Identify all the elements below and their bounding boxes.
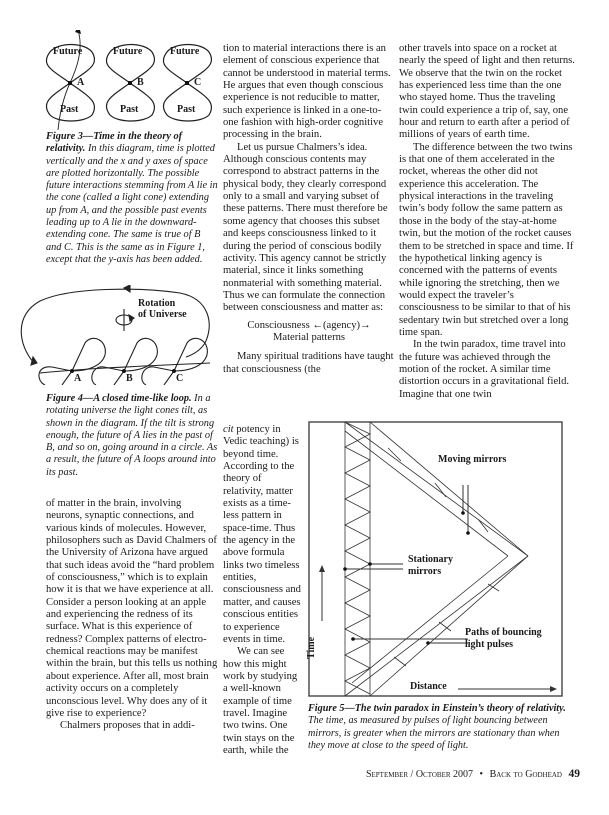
light-pulses-label-2: light pulses: [465, 639, 514, 650]
point-b-label: B: [137, 77, 144, 88]
figure-4-caption: [46, 393, 220, 479]
future-label-b: Future: [113, 46, 143, 57]
column-3-text: [399, 43, 575, 401]
stationary-mirrors-label-1: Stationary: [408, 554, 453, 565]
point-a-label: A: [74, 373, 82, 384]
page-number: 49: [568, 768, 580, 780]
figure-3-diagram: [0, 30, 220, 130]
point-c-label: C: [176, 373, 184, 384]
footer-separator: •: [479, 769, 484, 780]
distance-axis-label: Distance: [410, 681, 447, 692]
future-label-a: Future: [53, 46, 83, 57]
issue-date: September / October 2007: [365, 769, 474, 780]
figure-5-caption: [308, 703, 578, 752]
light-pulses-label-1: Paths of bouncing: [465, 627, 542, 638]
figure-3-caption-body: In this diagram, time is plotted vertically and the x and y axes of space are plotted horizontally. The possible future interactions stemming from A lie in the cone (called a light cone) extending up from A, and the possible past events leading up to A lie in the downward-extending cone. The same is true of B and C. This is the same as in Figure 1, except that the y-axis has been added.: [46, 143, 218, 265]
column-2-narrow-text: [223, 424, 303, 757]
column-2-text: [223, 43, 395, 376]
figure-4-caption-title: Figure 4—A closed time-like loop.: [46, 393, 192, 404]
figure-4-diagram: [0, 285, 220, 385]
distance-arrow-icon: [550, 686, 557, 692]
page-footer: [340, 768, 580, 780]
paragraph: tion to material interactions there is an element of conscious experience that cannot be understood in material terms. He argues that even though conscious experience is not reducible to matter, such experience is linked in a one-to-one fashion with high-order cognitive processing in the brain.: [223, 43, 391, 141]
figure-5-caption-title: Figure 5—The twin paradox in Einstein’s theory of relativity.: [308, 703, 566, 714]
point-a-label: A: [77, 77, 85, 88]
magazine-title: Back to Godhead: [489, 769, 562, 780]
future-label-c: Future: [170, 46, 200, 57]
cit-term: cit: [223, 424, 234, 435]
column-1-text: [46, 498, 220, 733]
paragraph: of matter in the brain, involving neurons, synaptic connections, and various kinds of molecules. However, philosophers such as David Chalmers of the University of Arizona have argued that such ideas avoid the “hard problem of consciousness,” which is to explain how it is that we have experience at all. Consider a person looking at an apple and experiencing the redness of its surface. What is this experience of redness? Complex patterns of electro-chemical reactions may be manifest within the brain, but this tells us nothing about experience. After all, most brain activity occurs on a completely unconscious level. Why does any of it give rise to experience?: [46, 498, 218, 719]
past-label-a: Past: [60, 104, 79, 115]
stationary-mirrors-label-2: mirrors: [408, 566, 442, 577]
moving-mirrors-label: Moving mirrors: [438, 454, 507, 465]
paragraph: We can see how this might work by studying a well-known example of time travel. Imagine two twins. One twin stays on the earth, while the: [223, 646, 298, 756]
past-label-b: Past: [120, 104, 139, 115]
paragraph: Chalmers proposes that in addi-: [60, 720, 195, 732]
paragraph: Let us pursue Chalmers’s idea. Although conscious contents may correspond to abstract patterns in the physical body, they clearly correspond only to a small and varying subset of these patterns. There must therefore be some agency that chooses this subset and keeps consciousness linked to it during the period of conscious bodily activity. This agency cannot be strictly material, since it links something nonmaterial with something material. Thus we can formulate the connection between consciousness and matter as:: [223, 141, 388, 314]
past-label-c: Past: [177, 104, 196, 115]
formula-line-1: Consciousness ←(agency)→: [247, 319, 371, 331]
paragraph: In the twin paradox, time travel into the future was achieved through the motion of the rocket. A similar time distortion occurs in a gravitational field. Imagine that one twin: [399, 339, 570, 400]
time-arrow-icon: [319, 565, 325, 572]
paragraph: Many spiritual traditions have taught that consciousness (the: [223, 351, 394, 375]
point-b-label: B: [126, 373, 133, 384]
figure-3-caption: [46, 131, 218, 266]
paragraph: [223, 424, 303, 646]
figure-3-caption-title: Figure 3—Time in the theory of relativity.: [46, 131, 183, 155]
figure-5-diagram: [308, 421, 564, 698]
figure-4-caption-body: In a rotating universe the light cones tilt, as shown in the diagram. If the tilt is strong enough, the future of A lies in the past of B, and so on, going around in a circle. As a result, the future of A loops around into its past.: [46, 393, 218, 478]
paragraph: The difference between the two twins is that one of them accelerated in the rocket, whereas the other did not experience this acceleration. The physical interactions in the traveling twin’s body follow the same pattern as those in the body of the stay-at-home twin, but the motion of the rocket causes them to be stretched in space and time. If the hypothetical linking agency is concerned with the patterns of events while ignoring the stretching, then we would expect the traveler’s consciousness to be similar to that of his sedentary twin but stretched over a long time span.: [399, 141, 574, 338]
rotation-label-2: of Universe: [138, 309, 187, 320]
light-cones-icon: [0, 30, 220, 130]
paragraph-text: potency in Vedic teaching) is beyond time. According to the theory of relativity, matter exists as a time-less pattern in space-time. Thus the agency in the above formula links two timeless entities, consciousness and matter, and causes conscious entities to experience events in time.: [223, 424, 301, 645]
formula: [223, 320, 395, 345]
closed-time-loop-icon: [0, 285, 220, 385]
point-c-label: C: [194, 77, 202, 88]
time-axis-label: Time: [306, 636, 317, 659]
formula-line-2: Material patterns: [272, 331, 346, 343]
figure-5-caption-body: The time, as measured by pulses of light bouncing between mirrors, is greater when the mirrors are stationary than when they move at close to the speed of light.: [308, 715, 560, 751]
paragraph: other travels into space on a rocket at nearly the speed of light and then returns. We observe that the twin on the rocket has experienced less time than the one who stayed home. Thus the traveling twin could experience a trip of, say, one hour and return to earth after a period of millions of years of earth time.: [399, 43, 575, 141]
rotation-label-1: Rotation: [138, 298, 176, 309]
